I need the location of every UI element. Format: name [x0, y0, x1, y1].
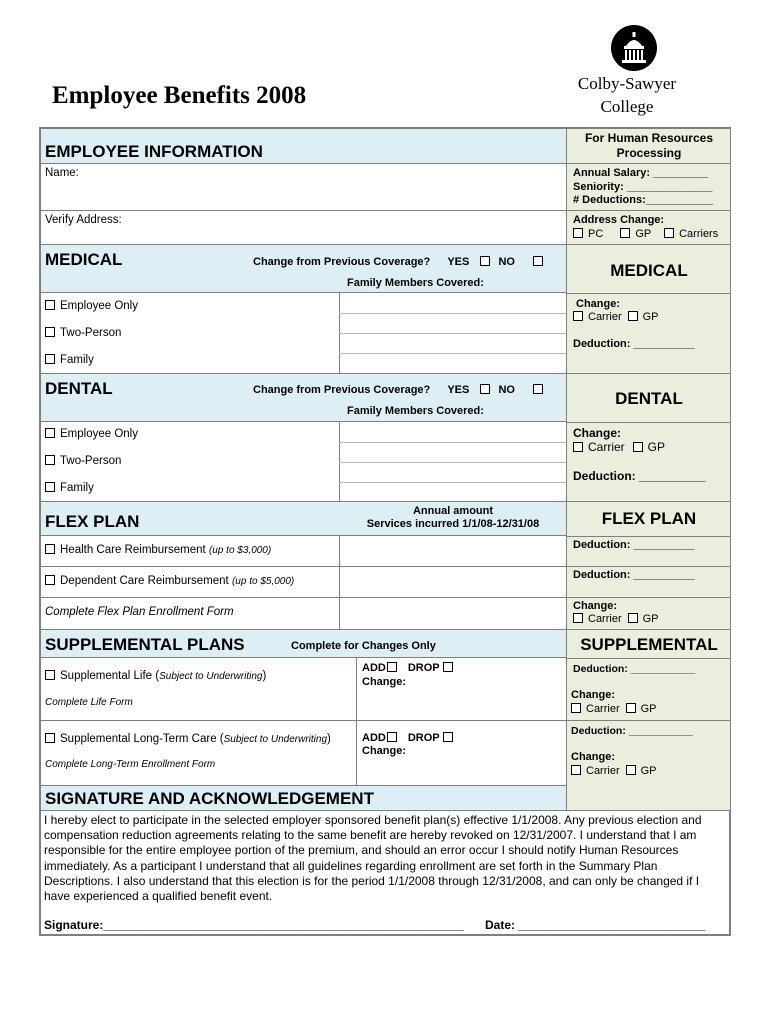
option-label: Supplemental Long-Term Care (	[60, 733, 224, 745]
divider	[356, 658, 357, 785]
gp-checkbox[interactable]	[620, 228, 630, 238]
carriers-checkbox[interactable]	[664, 228, 674, 238]
divider	[566, 163, 731, 164]
dental-family-label: Family Members Covered:	[347, 405, 484, 417]
hr-title: For Human Resources Processing	[584, 131, 714, 160]
medical-family-checkbox[interactable]	[45, 354, 55, 364]
add-label: ADD	[362, 662, 386, 674]
dental-opt-family	[45, 482, 94, 494]
verify-address-field[interactable]	[130, 213, 560, 229]
flex-dependent-care	[45, 575, 294, 587]
supp-heading: SUPPLEMENTAL PLANS	[45, 635, 245, 654]
date-line[interactable]: Date: ____________________________	[485, 918, 706, 932]
annual-line-1: Annual amount	[412, 505, 494, 517]
flex-side-title: FLEX PLAN	[601, 509, 697, 528]
drop-label: DROP	[407, 662, 440, 674]
college-name	[562, 72, 692, 118]
flex-health-care	[45, 544, 271, 556]
flex-heading: FLEX PLAN	[45, 512, 140, 531]
add-label: ADD	[362, 732, 386, 744]
divider	[566, 658, 731, 659]
divider	[566, 210, 731, 211]
divider	[566, 536, 731, 537]
supp-ltc	[45, 733, 331, 745]
acknowledgement-text: I hereby elect to participate in the selected employer sponsored benefit plan(s) effective 1/1/2008. Any previous election and compensation reduction agreements relating to the same benefit are hereby revoked on 12/31/2007. I understand that I am responsible for the entire employee portion of the premium, and should an error occur I should notify Human Resources immediately. As a participant I understand that all guidelines regarding enrollment are set forth in the Summary Plan Descriptions. I also understand that this election is for the period 1/1/2008 through 12/31/2008, and can only be changed if I have experienced a qualified benefit event.	[44, 813, 702, 904]
yes-label: YES	[447, 256, 470, 268]
option-label: Supplemental Life (	[60, 670, 160, 682]
carrier-label: Carrier	[588, 613, 622, 625]
supp-ltc-gp-checkbox[interactable]	[626, 765, 636, 775]
no-label: NO	[498, 256, 515, 268]
flex-carrier-checkbox[interactable]	[573, 613, 583, 623]
option-label: Dependent Care Reimbursement	[60, 575, 229, 587]
carrier-label: Carrier	[586, 765, 620, 777]
supp-ltc-change: Change:	[362, 745, 406, 757]
supp-side-ded2: Deduction: ___________	[571, 725, 693, 737]
dental-side-deduction: Deduction: __________	[573, 469, 706, 483]
supp-side-options2	[571, 765, 657, 777]
supp-life	[45, 670, 266, 682]
college-seal-icon	[611, 25, 657, 71]
dental-opt-two	[45, 455, 121, 467]
college-line-2: College	[600, 97, 654, 116]
medical-employee-checkbox[interactable]	[45, 300, 55, 310]
divider	[566, 373, 731, 374]
dental-no-checkbox[interactable]	[533, 384, 543, 394]
yes-label: YES	[447, 384, 470, 396]
flex-side-options	[573, 613, 659, 625]
supp-side-title: SUPPLEMENTAL	[580, 635, 718, 654]
family-line	[339, 482, 566, 483]
option-label: Health Care Reimbursement	[60, 544, 206, 556]
supp-side-ded1: Deduction: ___________	[573, 663, 695, 675]
supp-side-options1	[571, 703, 657, 715]
supp-side-change2: Change:	[571, 751, 615, 763]
pc-label: PC	[588, 228, 604, 240]
dental-family-checkbox[interactable]	[45, 482, 55, 492]
supp-life-carrier-checkbox[interactable]	[571, 703, 581, 713]
employee-heading: EMPLOYEE INFORMATION	[45, 142, 263, 161]
dental-carrier-checkbox[interactable]	[573, 442, 583, 452]
medical-opt-two	[45, 327, 121, 339]
paren: )	[262, 670, 267, 682]
option-label: Employee Only	[60, 300, 138, 312]
carrier-label: Carrier	[588, 311, 622, 323]
annual-salary: Annual Salary: _________	[573, 167, 709, 179]
dental-yes-checkbox[interactable]	[480, 384, 490, 394]
dental-side-options	[573, 440, 665, 454]
drop-label: DROP	[407, 732, 440, 744]
dental-employee-checkbox[interactable]	[45, 428, 55, 438]
supp-life-checkbox[interactable]	[45, 670, 55, 680]
medical-side-change: Change:	[576, 298, 620, 310]
family-line	[339, 462, 566, 463]
divider	[566, 422, 731, 423]
dental-gp-checkbox[interactable]	[633, 442, 643, 452]
medical-heading: MEDICAL	[45, 250, 123, 269]
option-note: (up to $3,000)	[208, 545, 272, 556]
divider	[40, 566, 567, 567]
supp-ltc-add-drop	[362, 732, 458, 744]
family-line	[339, 442, 566, 443]
annual-line-2: Services incurred 1/1/08-12/31/08	[366, 518, 540, 530]
change-question-text: Change from Previous Coverage?	[253, 256, 431, 268]
verify-address-label: Verify Address:	[45, 214, 122, 226]
supp-ltc-checkbox[interactable]	[45, 733, 55, 743]
divider	[566, 293, 731, 294]
medical-no-checkbox[interactable]	[533, 256, 543, 266]
sig-heading: SIGNATURE AND ACKNOWLEDGEMENT	[45, 789, 374, 808]
name-field[interactable]	[90, 166, 560, 182]
divider	[40, 597, 567, 598]
change-question-text: Change from Previous Coverage?	[253, 384, 431, 396]
medical-gp-checkbox[interactable]	[628, 311, 638, 321]
supp-life-form: Complete Life Form	[45, 697, 133, 708]
flex-side-change: Change:	[573, 600, 617, 612]
signature-line[interactable]: Signature:______________________________________________________	[44, 918, 464, 932]
option-label: Family	[60, 482, 94, 494]
pc-checkbox[interactable]	[573, 228, 583, 238]
divider	[566, 810, 731, 811]
flex-side-ded2: Deduction: __________	[573, 569, 695, 581]
dental-opt-employee	[45, 428, 138, 440]
divider	[566, 501, 731, 502]
medical-family-label: Family Members Covered:	[347, 277, 484, 289]
carrier-label: Carrier	[588, 440, 625, 454]
medical-change-question	[253, 256, 548, 268]
medical-side-options	[573, 311, 659, 323]
flex-side-ded1: Deduction: __________	[573, 539, 695, 551]
option-note: Subject to Underwriting	[159, 671, 263, 682]
medical-side-deduction: Deduction: __________	[573, 338, 695, 350]
divider	[566, 629, 731, 630]
supp-ltc-form: Complete Long-Term Enrollment Form	[45, 759, 216, 770]
supp-life-drop-checkbox[interactable]	[443, 662, 453, 672]
divider	[40, 720, 567, 721]
gp-label: GP	[640, 703, 657, 715]
gp-label: GP	[640, 765, 657, 777]
supp-ltc-drop-checkbox[interactable]	[443, 732, 453, 742]
supp-life-gp-checkbox[interactable]	[626, 703, 636, 713]
divider	[566, 597, 731, 598]
dental-side-title: DENTAL	[615, 389, 683, 408]
flex-gp-checkbox[interactable]	[628, 613, 638, 623]
medical-side-title: MEDICAL	[610, 261, 688, 280]
medical-opt-family	[45, 354, 94, 366]
flex-annual-label	[340, 505, 566, 531]
family-line	[339, 353, 566, 354]
supp-life-change: Change:	[362, 676, 406, 688]
divider	[566, 720, 731, 721]
option-note: Subject to Underwriting	[223, 734, 328, 745]
medical-opt-employee	[45, 300, 138, 312]
dependent-care-checkbox[interactable]	[45, 575, 55, 585]
gp-label: GP	[635, 228, 652, 240]
address-change-label: Address Change:	[573, 214, 665, 226]
option-label: Two-Person	[60, 327, 122, 339]
dental-side-change: Change:	[573, 426, 621, 440]
option-label: Family	[60, 354, 94, 366]
page-title: Employee Benefits 2008	[52, 82, 307, 109]
seniority: Seniority: ______________	[573, 181, 713, 193]
option-label: Two-Person	[60, 455, 122, 467]
no-label: NO	[498, 384, 515, 396]
carrier-label: Carrier	[586, 703, 620, 715]
flex-form-note: Complete Flex Plan Enrollment Form	[45, 606, 234, 618]
supp-life-add-checkbox[interactable]	[387, 662, 397, 672]
sidebar-divider	[566, 129, 567, 810]
family-line	[339, 313, 566, 314]
divider	[339, 536, 340, 629]
family-line	[339, 333, 566, 334]
divider	[40, 210, 567, 211]
address-change-options	[573, 228, 718, 240]
supp-ltc-add-checkbox[interactable]	[387, 732, 397, 742]
dental-two-person-checkbox[interactable]	[45, 455, 55, 465]
name-label: Name:	[45, 167, 79, 179]
medical-carrier-checkbox[interactable]	[573, 311, 583, 321]
deductions-count: # Deductions:___________	[573, 194, 714, 206]
dental-header-bar	[40, 373, 567, 422]
dental-change-question	[253, 384, 548, 396]
paren: )	[327, 733, 331, 745]
gp-label: GP	[647, 440, 666, 454]
divider	[566, 244, 731, 245]
option-label: Employee Only	[60, 428, 138, 440]
college-line-1: Colby-Sawyer	[577, 74, 677, 93]
health-care-checkbox[interactable]	[45, 544, 55, 554]
carriers-label: Carriers	[679, 228, 719, 240]
medical-yes-checkbox[interactable]	[480, 256, 490, 266]
supp-life-add-drop	[362, 662, 458, 674]
gp-label: GP	[642, 311, 659, 323]
dental-heading: DENTAL	[45, 379, 113, 398]
option-note: (up to $5,000)	[231, 576, 295, 587]
medical-two-person-checkbox[interactable]	[45, 327, 55, 337]
gp-label: GP	[642, 613, 659, 625]
divider	[566, 566, 731, 567]
supp-ltc-carrier-checkbox[interactable]	[571, 765, 581, 775]
supp-side-change1: Change:	[571, 689, 615, 701]
supp-subheading: Complete for Changes Only	[291, 640, 436, 652]
